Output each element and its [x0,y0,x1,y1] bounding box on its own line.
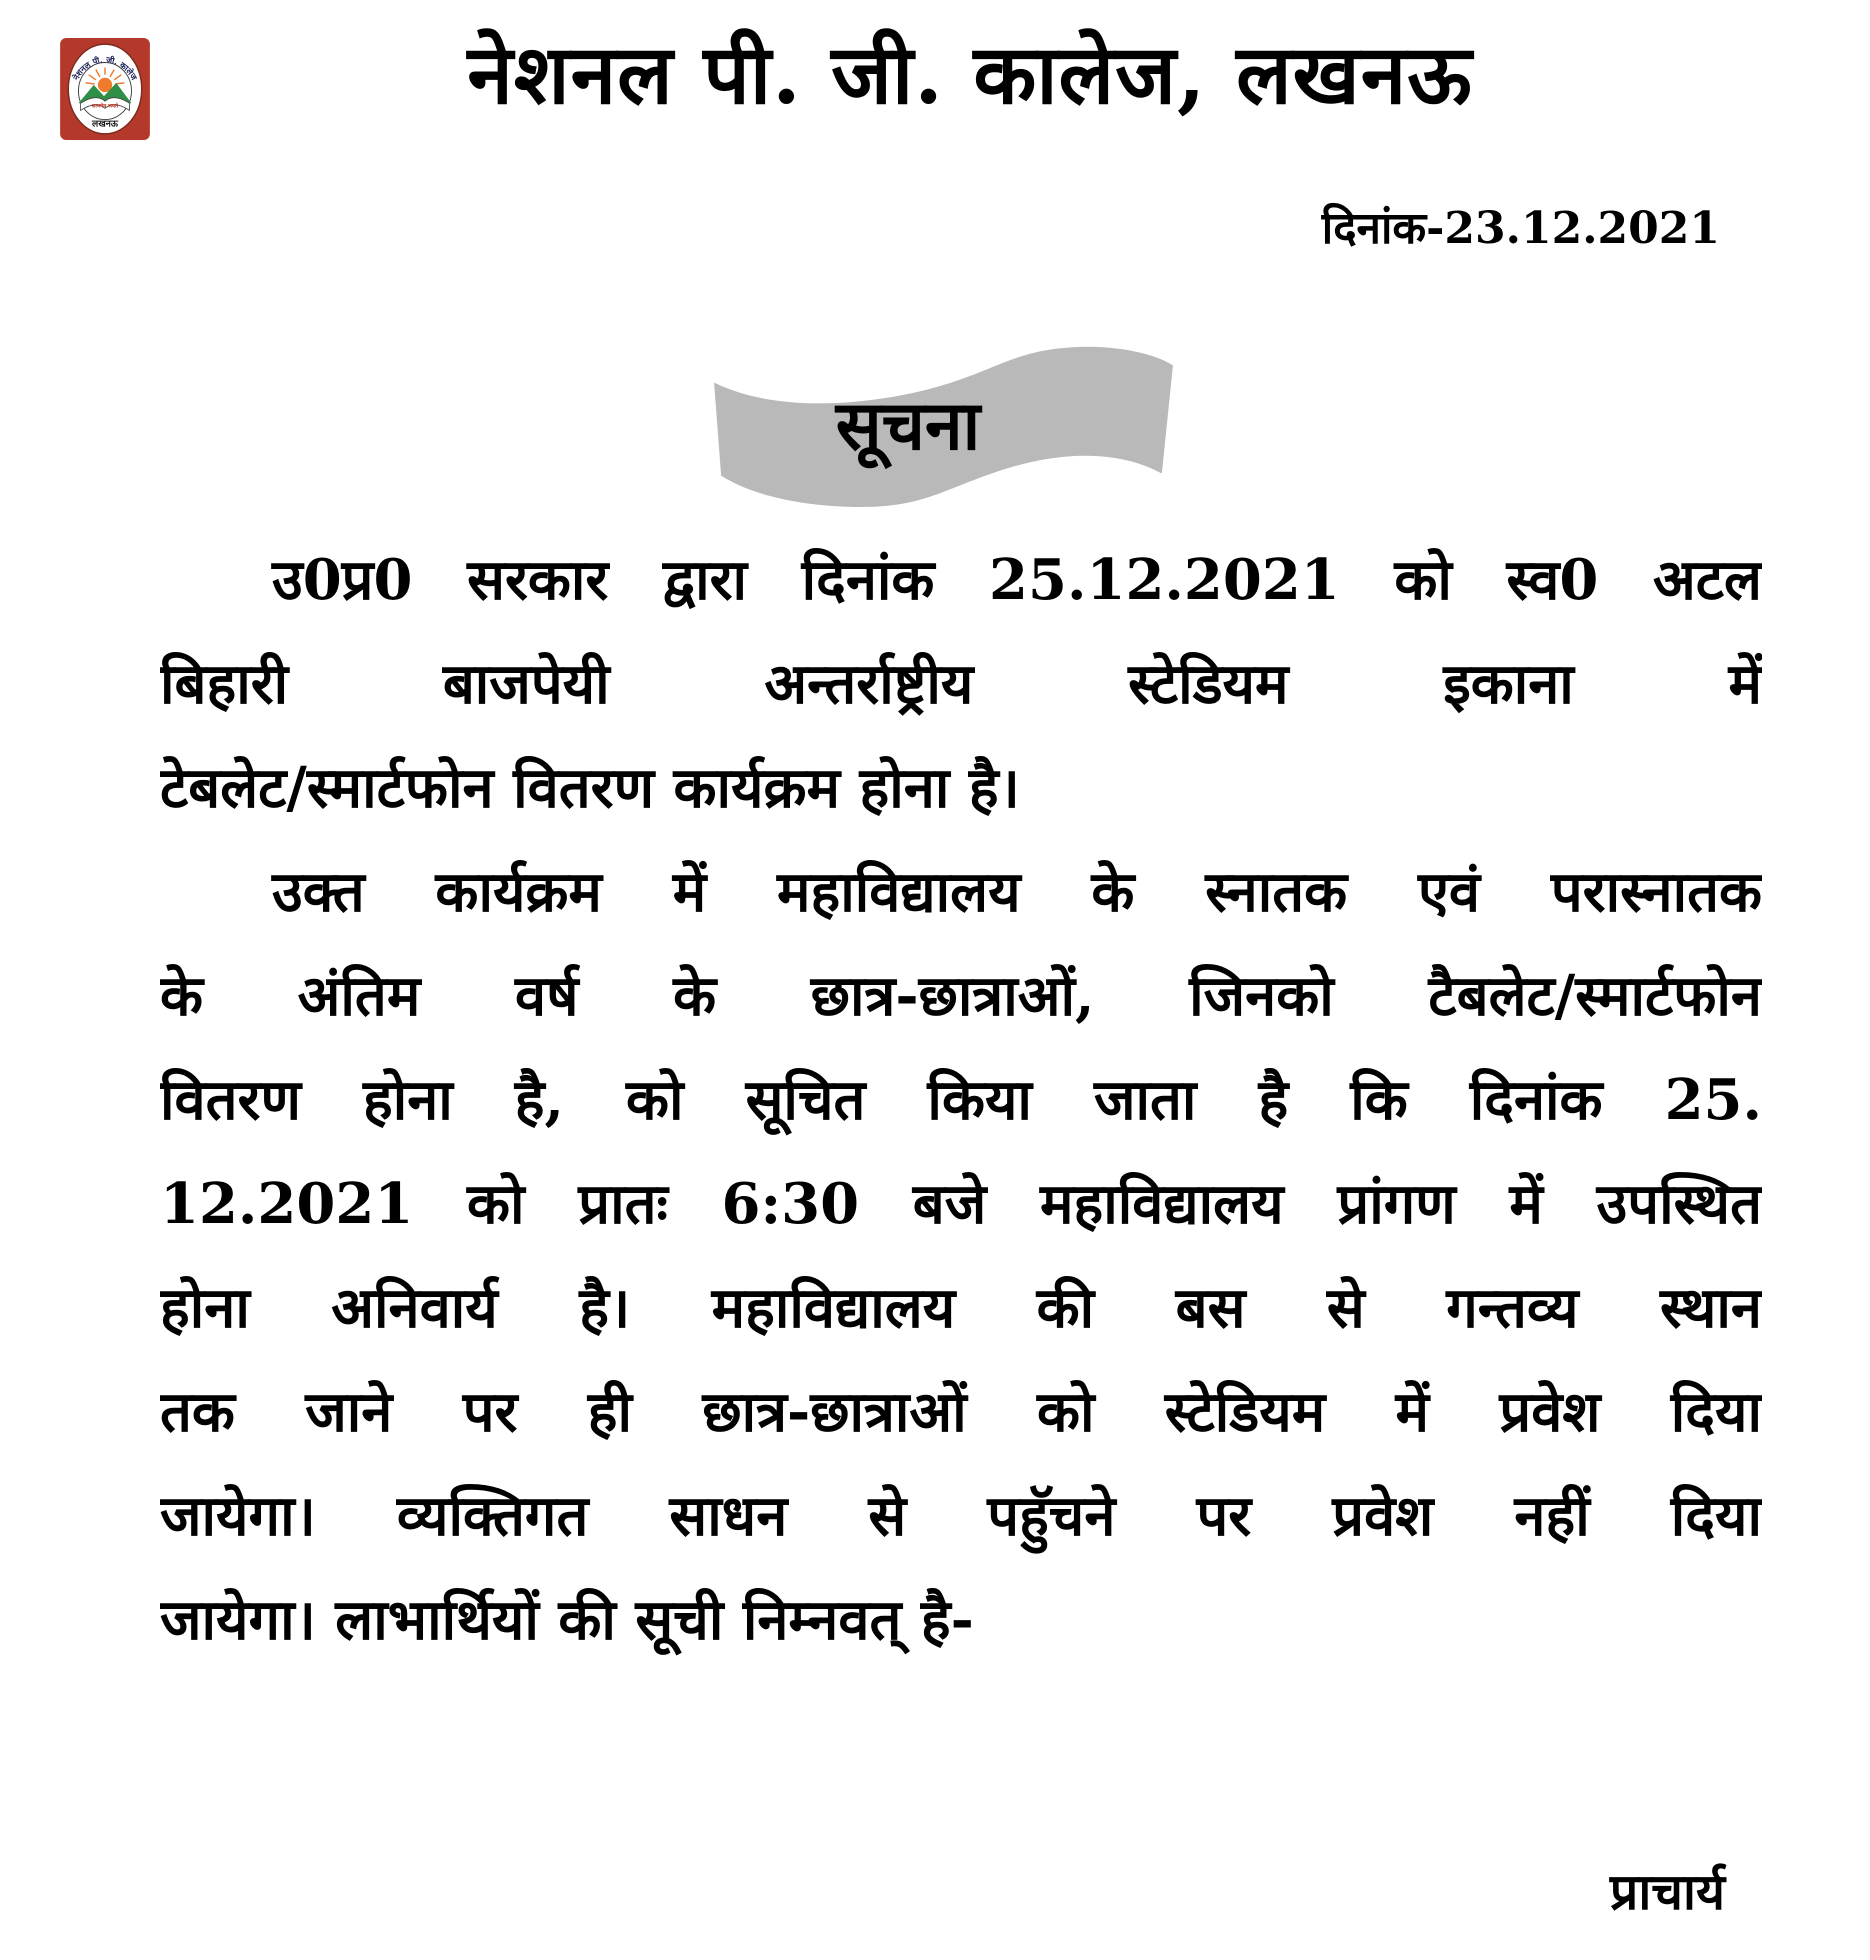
notice-line: होना अनिवार्य है। महाविद्यालय की बस से गन्तव्य स्थान [160,1275,1762,1341]
notice-line: उ0प्र0 सरकार द्वारा दिनांक 25.12.2021 को स्व0 अटल [272,547,1762,613]
emblem-arc-text: नेशनल पी. जी. कालेज [70,54,140,82]
emblem-motto: सत्यमेव जयते [91,103,119,110]
notice-date: दिनांक-23.12.2021 [1321,203,1720,254]
notice-line: तक जाने पर ही छात्र-छात्राओं को स्टेडियम में प्रवेश दिया [160,1379,1762,1445]
notice-body [160,528,1762,1672]
notice-line: टेबलेट/स्मार्टफोन वितरण कार्यक्रम होना है। [160,755,1020,821]
emblem-city: लखनऊ [91,118,119,130]
banner-title: सूचना [835,385,981,466]
notice-line: जायेगा। लाभार्थियों की सूची निम्नवत् है- [160,1587,974,1653]
notice-line: के अंतिम वर्ष के छात्र-छात्राओं, जिनको टैबलेट/स्मार्टफोन [160,963,1762,1029]
notice-banner [706,338,1180,512]
page-title: नेशनल पी. जी. कालेज, लखनऊ [467,27,1473,123]
signature-principal: प्राचार्य [1609,1862,1725,1921]
notice-line: उक्त कार्यक्रम में महाविद्यालय के स्नातक एवं परास्नातक [272,859,1762,925]
notice-line: 12.2021 को प्रातः 6:30 बजे महाविद्यालय प्रांगण में उपस्थित [160,1171,1762,1237]
notice-line: वितरण होना है, को सूचित किया जाता है कि दिनांक 25. [160,1067,1762,1133]
notice-line: बिहारी बाजपेयी अन्तर्राष्ट्रीय स्टेडियम इकाना में [160,651,1762,717]
notice-line: जायेगा। व्यक्तिगत साधन से पहुॅचने पर प्रवेश नहीं दिया [160,1483,1762,1549]
